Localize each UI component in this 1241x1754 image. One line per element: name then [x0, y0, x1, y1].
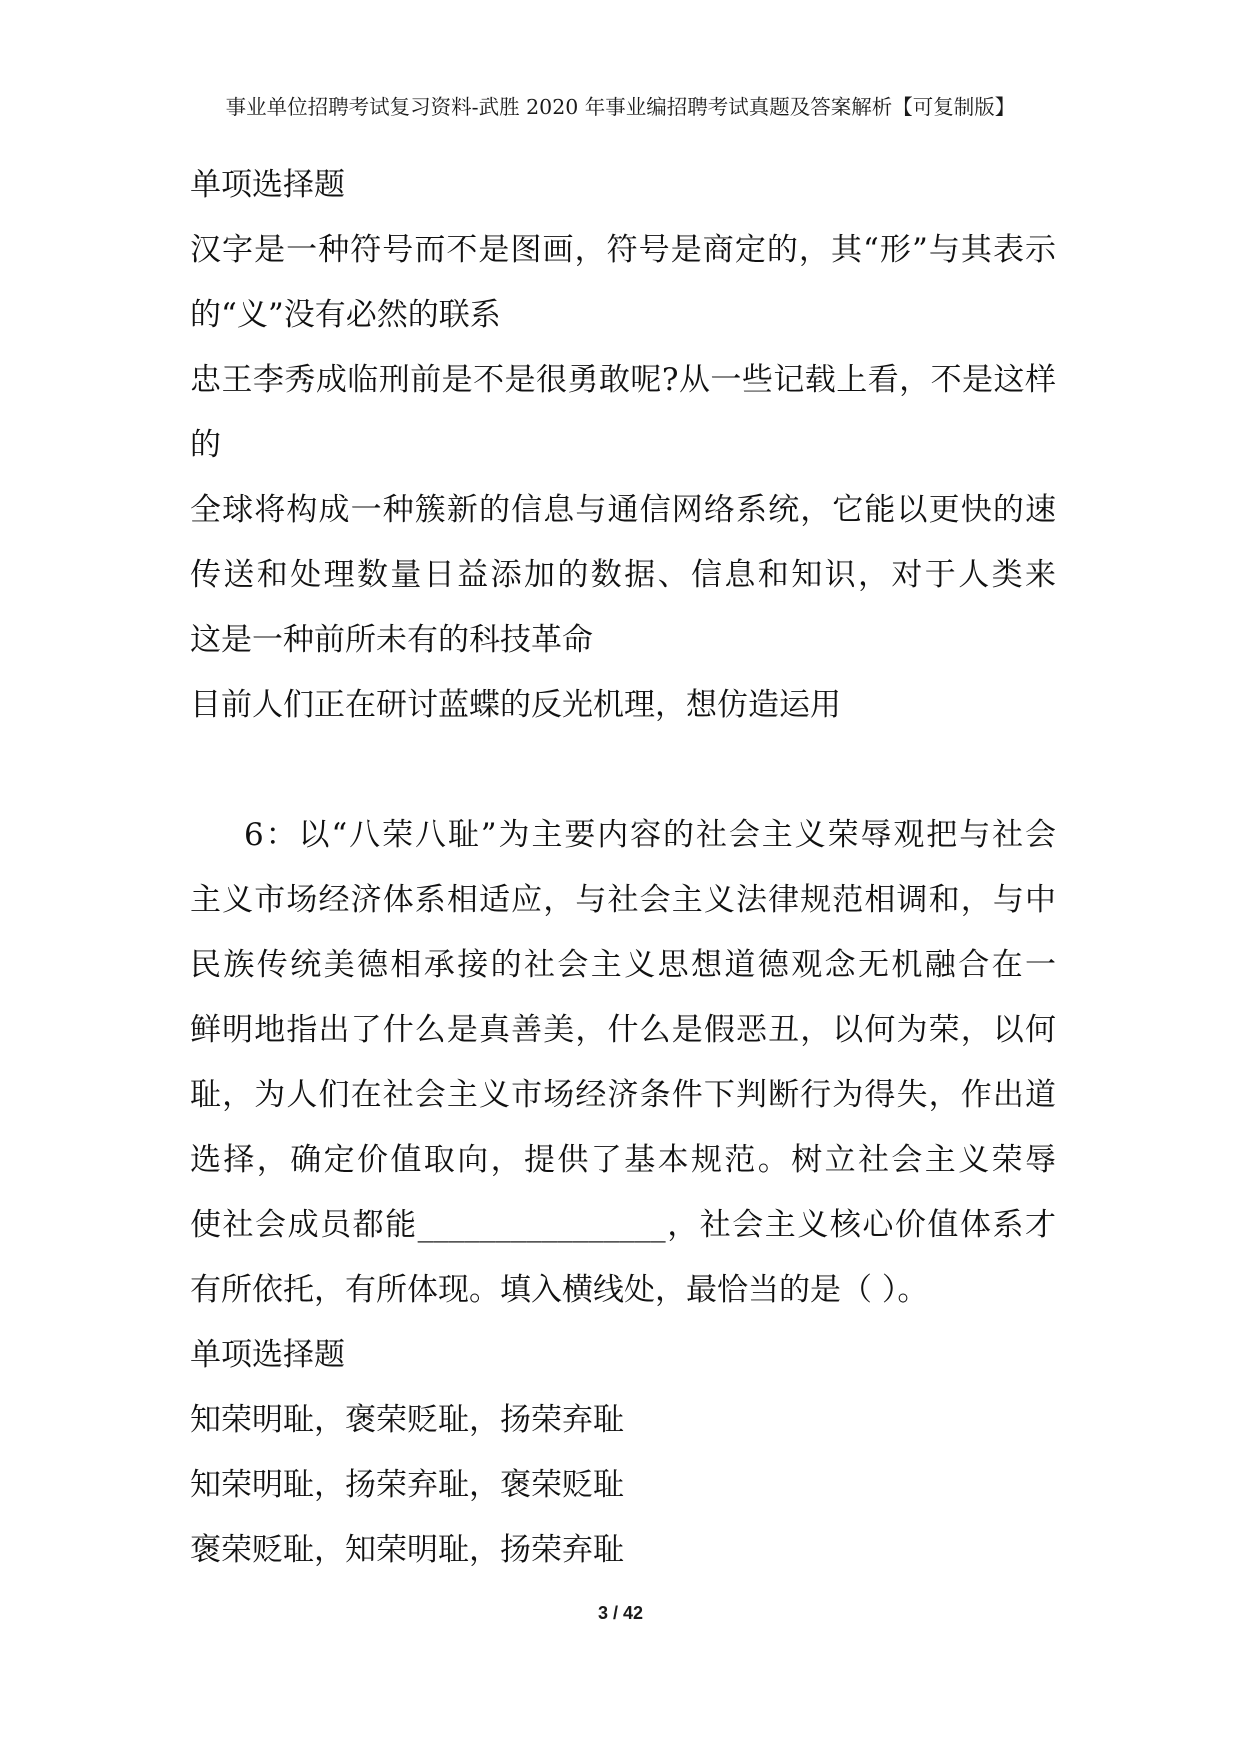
question-stem-line: 使社会成员都能________________，社会主义核心价值体系才	[190, 1207, 1056, 1243]
page-header-title: 事业单位招聘考试复习资料-武胜 2020 年事业编招聘考试真题及答案解析【可复制版】	[225, 95, 1016, 119]
option-text-line: 目前人们正在研讨蓝蝶的反光机理，想仿造运用	[190, 687, 841, 723]
question-stem-line: 鲜明地指出了什么是真善美，什么是假恶丑，以何为荣，以何	[190, 1012, 1056, 1048]
page-number: 3 / 42	[597, 1603, 644, 1623]
answer-option	[190, 348, 1056, 478]
paragraph-spacer	[190, 738, 1056, 803]
answer-option	[190, 478, 1056, 673]
question-stem-line: 选择，确定价值取向，提供了基本规范。树立社会主义荣辱	[190, 1142, 1056, 1178]
option-text-line: 忠王李秀成临刑前是不是很勇敢呢?从一些记载上看，不是这样	[190, 362, 1056, 398]
question-stem-line: 主义市场经济体系相适应，与社会主义法律规范相调和，与中	[190, 882, 1056, 918]
question-type-label: 单项选择题	[190, 167, 345, 203]
answer-option	[190, 673, 1056, 738]
question-stem	[190, 803, 1056, 1323]
option-text-line: 的“义”没有必然的联系	[190, 297, 501, 333]
question-stem-line: 6：以“八荣八耻”为主要内容的社会主义荣辱观把与社会	[244, 817, 1056, 853]
question-stem-line: 有所依托，有所体现。填入横线处，最恰当的是（ ）。	[190, 1272, 929, 1308]
option-text-line: 全球将构成一种簇新的信息与通信网络系统，它能以更快的速	[190, 492, 1056, 528]
option-text-line: 的	[190, 427, 221, 463]
page-content	[190, 153, 1056, 1583]
option-text-line: 这是一种前所未有的科技革命	[190, 622, 593, 658]
answer-option: 知荣明耻，褒荣贬耻，扬荣弃耻	[190, 1402, 624, 1438]
answer-option: 褒荣贬耻，知荣明耻，扬荣弃耻	[190, 1532, 624, 1568]
answer-option: 知荣明耻，扬荣弃耻，褒荣贬耻	[190, 1467, 624, 1503]
option-text-line: 汉字是一种符号而不是图画，符号是商定的，其“形”与其表示	[190, 232, 1056, 268]
question-stem-line: 民族传统美德相承接的社会主义思想道德观念无机融合在一	[190, 947, 1056, 983]
question-type-label: 单项选择题	[190, 1337, 345, 1373]
option-text-line: 传送和处理数量日益添加的数据、信息和知识，对于人类来	[190, 557, 1056, 593]
question-stem-line: 耻，为人们在社会主义市场经济条件下判断行为得失，作出道	[190, 1077, 1056, 1113]
answer-option	[190, 218, 1056, 348]
